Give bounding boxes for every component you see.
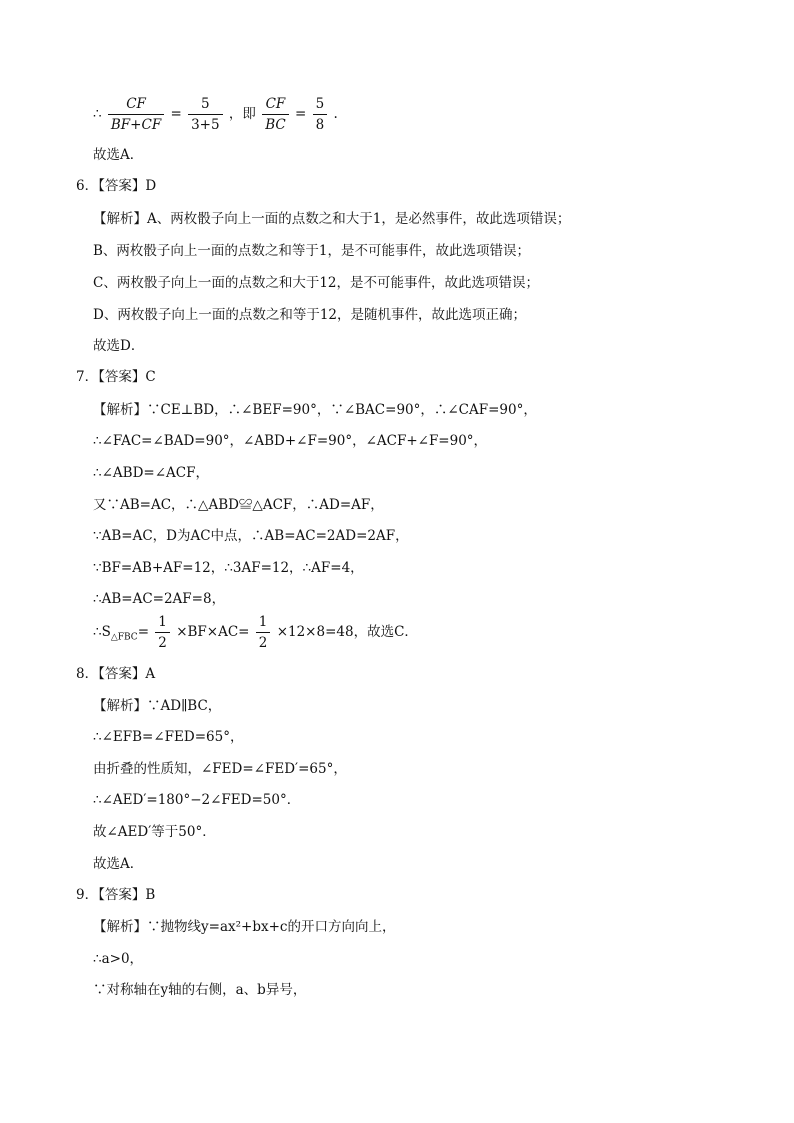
area-symbol: ∴S [93, 624, 111, 640]
equals-sign: = [295, 106, 307, 122]
q8-step-c: 由折叠的性质知，∠FED=∠FED′=65°， [93, 761, 347, 777]
fraction-one-half [155, 612, 170, 653]
question-7-answer: 7．【答案】C [76, 369, 156, 385]
q6-conclusion: 故选D． [93, 338, 145, 354]
q8-step-e: 故∠AED′等于50°． [93, 824, 216, 840]
question-6-answer: 6．【答案】D [76, 178, 157, 194]
q6-analysis-c: C、两枚骰子向上一面的点数之和大于12，是不可能事件，故此选项错误； [93, 275, 540, 291]
numerator: 5 [315, 96, 325, 112]
denominator: BF+CF [108, 114, 164, 135]
denominator: 2 [256, 632, 271, 653]
fraction-cf-over-bc [262, 94, 289, 135]
fraction-equation [93, 94, 338, 135]
fraction-5-over-3-5 [188, 94, 223, 135]
q7-area-equation [93, 612, 418, 653]
q6-analysis-a: 【解析】A、两枚骰子向上一面的点数之和大于1，是必然事件，故此选项错误； [93, 211, 571, 227]
denominator: 3+5 [188, 114, 223, 135]
q9-step-c: ∵对称轴在y轴的右侧，a、b异号， [93, 982, 307, 998]
numerator: 5 [201, 96, 210, 112]
equals-sign: = [170, 106, 182, 122]
fraction-cf-over-bf-cf [108, 94, 164, 135]
numerator: CF [265, 96, 286, 112]
q7-step-e: ∵AB=AC，D为AC中点，∴AB=AC=2AD=2AF， [93, 528, 409, 544]
fraction-one-half [256, 612, 271, 653]
q6-analysis-d: D、两枚骰子向上一面的点数之和等于12，是随机事件，故此选项正确； [93, 307, 527, 323]
q6-analysis-b: B、两枚骰子向上一面的点数之和等于1，是不可能事件，故此选项错误； [93, 243, 531, 259]
question-9-answer: 9．【答案】B [76, 887, 156, 903]
answer-choice-line: 故选A． [93, 147, 144, 163]
q7-step-a: 【解析】∵CE⊥BD，∴∠BEF=90°，∵∠BAC=90°，∴∠CAF=90°， [93, 402, 537, 418]
result-text: ×12×8=48，故选C． [276, 624, 418, 640]
q7-step-f: ∵BF=AB+AF=12，∴3AF=12，∴AF=4， [93, 560, 364, 576]
product-text: ×BF×AC= [176, 624, 250, 640]
q8-step-a: 【解析】∵AD∥BC， [93, 698, 222, 714]
question-8-answer: 8．【答案】A [76, 666, 156, 682]
q9-step-a: 【解析】∵抛物线y=ax²+bx+c的开口方向向上， [93, 919, 396, 935]
q8-conclusion: 故选A． [93, 856, 144, 872]
connector-text: ，即 [228, 106, 256, 122]
q8-step-d: ∴∠AED′=180°−2∠FED=50°． [93, 792, 301, 808]
numerator: 1 [158, 614, 167, 630]
fraction-5-over-8 [313, 94, 328, 135]
period: . [333, 106, 338, 122]
q7-step-b: ∴∠FAC=∠BAD=90°，∠ABD+∠F=90°，∠ACF+∠F=90°， [93, 433, 488, 449]
denominator: 2 [155, 632, 170, 653]
q7-step-d: 又∵AB=AC，∴△ABD≌△ACF，∴AD=AF， [93, 497, 384, 513]
q8-step-b: ∴∠EFB=∠FED=65°， [93, 729, 244, 745]
denominator: BC [262, 114, 289, 135]
numerator: 1 [258, 614, 268, 630]
numerator: CF [126, 96, 146, 112]
equals-sign: = [137, 624, 149, 640]
q9-step-b: ∴a>0， [93, 951, 144, 967]
q7-step-c: ∴∠ABD=∠ACF， [93, 465, 209, 481]
area-subscript: △FBC [110, 632, 138, 643]
q7-step-g: ∴AB=AC=2AF=8， [93, 591, 226, 607]
therefore-symbol: ∴ [93, 106, 102, 122]
denominator: 8 [313, 114, 328, 135]
